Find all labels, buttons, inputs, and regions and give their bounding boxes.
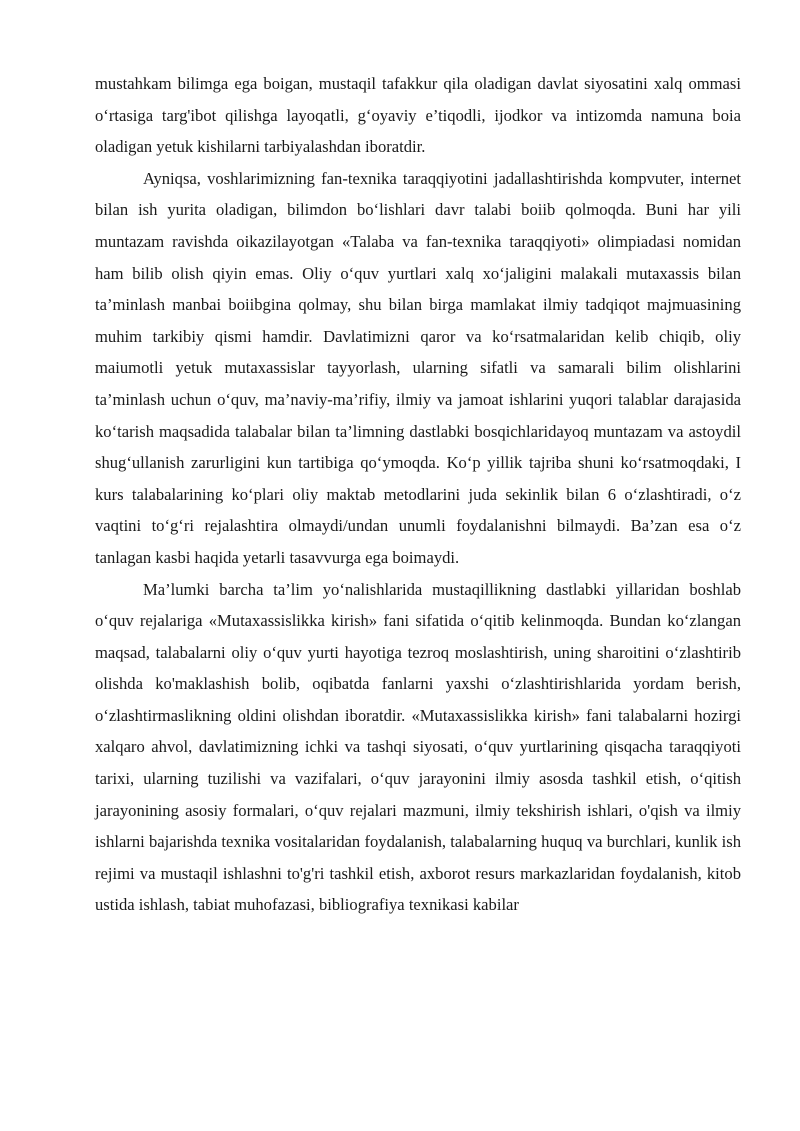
paragraph-computer-skills: Ayniqsa, voshlarimizning fan-texnika taraqqiyotini jadallashtirishda kompvuter, internet bilan ish yurita oladigan, bilimdon bo‘lishlari davr talabi boiib qolmoqda. Buni har yili muntazam ravishda oikazilayotgan «Talaba va fan-texnika taraqqiyoti» olimpiadasi nomidan ham bilib olish qiyin emas. Oliy o‘quv yurtlari xalq xo‘jaligini malakali mutaxassis bilan ta’minlash manbai boiibgina qolmay, shu bilan birga mamlakat ilmiy tadqiqot majmuasining muhim tarkibiy qismi hamdir. Davlatimizni qaror va ko‘rsatmalaridan kelib chiqib, oliy maiumotli yetuk mutaxassislar tayyorlash, ularning sifatli va samarali bilim olishlarini ta’minlash uchun o‘quv, ma’naviy-ma’rifiy, ilmiy va jamoat ishlarini yuqori talablar darajasida ko‘tarish maqsadida talabalar bilan ta’limning dastlabki bosqichlaridayoq muntazam va astoydil shug‘ullanish zarurligini kun tartibiga qo‘ymoqda. Ko‘p yillik tajriba shuni ko‘rsatmoqdaki, I kurs talabalarining ko‘plari oliy maktab metodlarini juda sekinlik bilan 6 o‘zlashtiradi, o‘z vaqtini to‘g‘ri rejalashtira olmaydi/undan unumli foydalanishni bilmaydi. Ba’zan esa o‘z tanlagan kasbi haqida yetarli tasavvurga ega boimaydi. [95, 168, 741, 567]
body-text [95, 68, 741, 921]
paragraph-introduction-course: Ma’lumki barcha ta’lim yo‘nalishlarida mustaqillikning dastlabki yillaridan boshlab o‘quv rejalariga «Mutaxassislikka kirish» fani sifatida o‘qitib kelinmoqda. Bundan ko‘zlangan maqsad, talabalarni oliy o‘quv yurti hayotiga tezroq moslashtirish, uning sharoitini o‘zlashtirib olishda ko'maklashish bolib, oqibatda fanlarni yaxshi o‘zlashtirishlarida yordam berish, o‘zlashtirmaslikning oldini olishdan iboratdir. «Mutaxassislikka kirish» fani talabalarni hozirgi xalqaro ahvol, davlatimizning ichki va tashqi siyosati, o‘quv yurtlarining qisqacha taraqqiyoti tarixi, ularning tuzilishi va vazifalari, o‘quv jarayonini ilmiy asosda tashkil etish, o‘qitish jarayonining asosiy formalari, o‘quv rejalari mazmuni, ilmiy tekshirish ishlari, o'qish va ilmiy ishlarni bajarishda texnika vositalaridan foydalanish, talabalarning huquq va burchlari, kunlik ish rejimi va mustaqil ishlashni to'g'ri tashkil etish, axborot resurs markazlaridan foydalanish, kitob ustida ishlash, tabiat muhofazasi, bibliografiya texnikasi kabilar [95, 579, 741, 915]
paragraph-continuation: mustahkam bilimga ega boigan, mustaqil tafakkur qila oladigan davlat siyosatini xalq ommasi o‘rtasiga targ'ibot qilishga layoqatli, g‘oyaviy e’tiqodli, ijodkor va intizomda namuna boia oladigan yetuk kishilarni tarbiyalashdan iboratdir. [95, 74, 741, 157]
